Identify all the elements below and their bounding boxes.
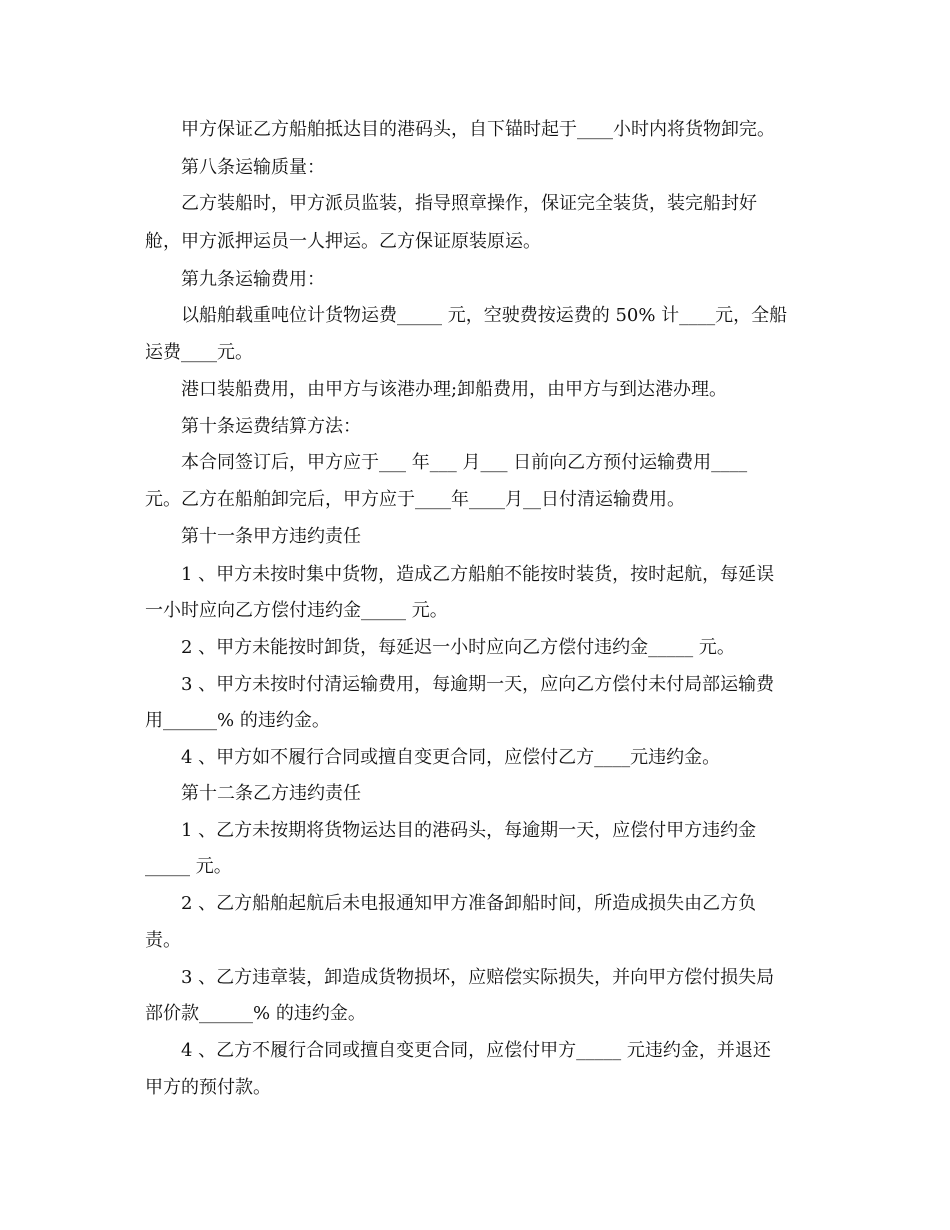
section-heading: 第九条运输费用： (181, 269, 325, 290)
text-line: 港口装船费用，由甲方与该港办理;卸船费用，由甲方与到达港办理。 (181, 379, 728, 400)
text-line: 运费____元。 (145, 342, 253, 363)
text-line: 2 、甲方未能按时卸货，每延迟一小时应向乙方偿付违约金_____ 元。 (181, 637, 735, 658)
text-line: 以船舶载重吨位计货物运费_____ 元，空驶费按运费的 50% 计____元，全船 (181, 305, 788, 326)
text-line: 乙方装船时，甲方派员监装，指导照章操作，保证完全装货，装完船封好 (181, 193, 757, 214)
text-line: 4 、甲方如不履行合同或擅自变更合同，应偿付乙方____元违约金。 (181, 747, 721, 768)
text-line: 2 、乙方船舶起航后未电报通知甲方准备卸船时间，所造成损失由乙方负 (181, 893, 757, 914)
text-line: 一小时应向乙方偿付违约金_____ 元。 (145, 600, 448, 621)
text-line: 3 、乙方违章装，卸造成货物损坏，应赔偿实际损失，并向甲方偿付损失局 (181, 967, 775, 988)
text-line: 4 、乙方不履行合同或擅自变更合同，应偿付甲方_____ 元违约金，并退还 (181, 1040, 771, 1061)
section-heading: 第十二条乙方违约责任 (181, 783, 361, 804)
text-line: 舱，甲方派押运员一人押运。乙方保证原装原运。 (145, 231, 541, 252)
text-line: 1 、甲方未按时集中货物，造成乙方船舶不能按时装货，按时起航，每延误 (181, 564, 775, 585)
text-line: 甲方的预付款。 (145, 1077, 271, 1098)
text-line: 甲方保证乙方船舶抵达目的港码头，自下锚时起于____小时内将货物卸完。 (181, 119, 775, 140)
section-heading: 第八条运输质量： (181, 157, 325, 178)
text-line: _____ 元。 (145, 856, 232, 877)
text-line: 1 、乙方未按期将货物运达目的港码头，每逾期一天，应偿付甲方违约金 (181, 820, 757, 841)
text-line: 用______% 的违约金。 (145, 710, 330, 731)
section-heading: 第十一条甲方违约责任 (181, 526, 361, 547)
section-heading: 第十条运费结算方法： (181, 416, 361, 437)
text-line: 3 、甲方未按时付清运输费用，每逾期一天，应向乙方偿付未付局部运输费 (181, 674, 775, 695)
text-line: 部价款______% 的违约金。 (145, 1003, 366, 1024)
text-line: 本合同签订后，甲方应于___ 年___ 月___ 日前向乙方预付运输费用____ (181, 452, 748, 473)
text-line: 元。乙方在船舶卸完后，甲方应于____年____月__日付清运输费用。 (145, 489, 685, 510)
text-line: 责。 (145, 930, 181, 951)
